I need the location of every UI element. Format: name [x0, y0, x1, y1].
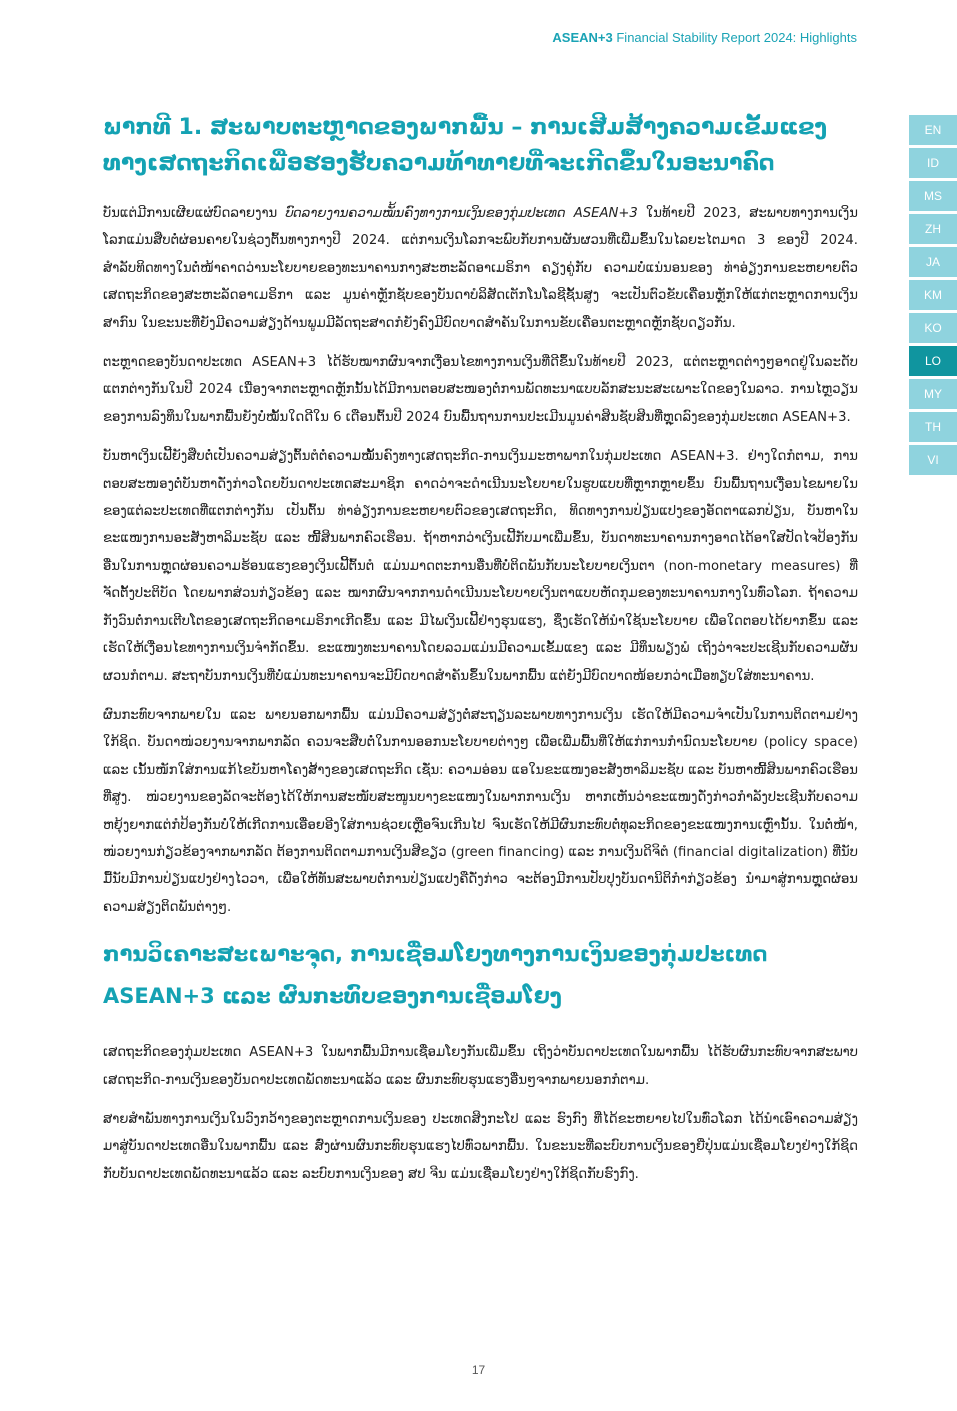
main-content [103, 110, 858, 1200]
page-number: 17 [471, 1363, 486, 1377]
header-prefix: ASEAN+3 [552, 30, 613, 45]
header-title: Financial Stability Report 2024: Highlights [616, 30, 857, 45]
lang-tab-my[interactable]: MY [909, 379, 957, 409]
lang-tab-zh[interactable]: ZH [909, 214, 957, 244]
section-2-paragraph-1: ເສດຖະກິດຂອງກຸ່ມປະເທດ ASEAN+3 ໃນພາກພື້ນມີການເຊື່ອມໂຍງກັນເພີ່ມຂຶ້ນ ເຖິງວ່າບັນດາປະເທດໃນພາກພື້ນ ໄດ້ຮັບຜົນກະທົບຈາກສະພາບເສດຖະກິດ-ການເງິນຂອງບັນດາປະເທດພັດທະນາແລ້ວ ແລະ ຜົນກະທົບຮຸນແຮງອື່ນໆຈາກພາຍນອກກໍຕາມ. [103, 1045, 858, 1088]
lang-tab-km[interactable]: KM [909, 280, 957, 310]
lang-tab-ms[interactable]: MS [909, 181, 957, 211]
lang-tab-en[interactable]: EN [909, 115, 957, 145]
section-1-title: ພາກທີ 1. ສະພາບຕະຫຼາດຂອງພາກພື້ນ – ການເສີມສ້າງຄວາມເຂັ້ມແຂງທາງເສດຖະກິດເພື່ອຮອງຮັບຄວາມທ້າທາຍທີ່ຈະເກີດຂຶ້ນໃນອະນາຄົດ [103, 115, 828, 176]
section-1-paragraph-4: ຜົນກະທົບຈາກພາຍໃນ ແລະ ພາຍນອກພາກພື້ນ ແມ່ນມີຄວາມສ່ຽງຕໍ່ສະຖຽນລະພາບທາງການເງິນ ເຮັດໃຫ້ມີຄວາມຈຳເປັນໃນການຕິດຕາມຢ່າງໃກ້ຊິດ. ບັນດາໜ່ວຍງານຈາກພາກລັດ ຄວນຈະສືບຕໍ່ໃນການອອກນະໂຍບາຍຕ່າງໆ ເພື່ອເພີ່ມພື້ນທີ່ໃຫ້ແກ່ການກຳນົດນະໂຍບາຍ (policy space) ແລະ ເນັ້ນໜັກໃສ່ການແກ້ໄຂບັນຫາໂຄງສ້າງຂອງເສດຖະກິດ ເຊັ່ນ: ຄວາມອ່ອນ ແອໃນຂະແໜງອະສັງຫາລິມະຊັບ ແລະ ບັນຫາໜີ້ສິນພາກຄົວເຮືອນທີ່ສູງ. ໜ່ວຍງານຂອງລັດຈະຕ້ອງໄດ້ໃຫ້ການສະໜັບສະໜູນບາງຂະແໜງໃນພາກການເງິນ ຫາກເຫັນວ່າຂະແໜງດັ່ງກ່າວກຳລັງປະເຊີນກັບຄວາມຫຍຸ້ງຍາກແຕ່ກໍປ້ອງກັນບໍ່ໃຫ້ເກີດການເອື່ອຍອີງໃສ່ການຊ່ວຍເຫຼືອຈົນເກີນໄປ ຈົນເຮັດໃຫ້ມີຜົນກະທົບຕໍ່ທຸລະກິດຂອງຂະແໜງການເຫຼົ່ານັ້ນ. ໃນຕໍ່ໜ້າ, ໜ່ວຍງານກ່ຽວຂ້ອງຈາກພາກລັດ ຕ້ອງການຕິດຕາມການເງິນສີຂຽວ (green financing) ແລະ ການເງິນດິຈິຕໍ (financial digitalization) ທີ່ນັບມື້ນັບມີການປ່ຽນແປງຢ່າງໄວວາ, ເພື່ອໃຫ້ທັນສະພາບຕໍ່ການປ່ຽນແປງຄືດັ່ງກ່າວ ຈະຕ້ອງມີການປັບປຸງບັນດານິຕິກຳກ່ຽວຂ້ອງ ນຳມາສູ່ການຫຼຸດຜ່ອນຄວາມສ່ຽງຕິດພັນຕ່າງໆ. [103, 707, 858, 915]
report-title-italic: ບົດລາຍງານຄວາມໝັ້ນຄົງທາງການເງິນຂອງກຸ່ມປະເທດ ASEAN+3 [285, 206, 638, 221]
section-1-paragraph-2: ຕະຫຼາດຂອງບັນດາປະເທດ ASEAN+3 ໄດ້ຮັບໝາກຜົນຈາກເງື່ອນໄຂທາງການເງິນທີ່ດີຂຶ້ນໃນທ້າຍປີ 2023, ແຕ່ຕະຫຼາດຕ່າງໆອາດຢູ່ໃນລະດັບແຕກຕ່າງກັນໃນປີ 2024 ເນື່ອງຈາກຕະຫຼາດຫຼັກນັ້ນໄດ້ມີການຕອບສະໜອງຕໍ່ການພັດທະນາແບບລັກສະນະສະເພາະໃດຂອງໃນລາວ. ການໄຫຼວຽນຂອງການລົງທຶນໃນພາກພື້ນຍັງບໍ່ໝັ້ນໃດດີໃນ 6 ເດືອນຕົ້ນປີ 2024 ບົນພື້ນຖານການປະເມີນມູນຄ່າສິນຊັບສິນທີ່ຫຼຸດລົງຂອງກຸ່ມປະເທດ ASEAN+3. [103, 355, 858, 425]
lang-tab-th[interactable]: TH [909, 412, 957, 442]
section-1-paragraph-3: ບັນຫາເງິນເຟີ້ຍັງສືບຕໍ່ເປັນຄວາມສ່ຽງຕົ້ນຕໍຕໍ່ຄວາມໝັ້ນຄົງທາງເສດຖະກິດ-ການເງິນມະຫາພາກໃນກຸ່ມປະເທດ ASEAN+3. ຢ່າງໃດກໍຕາມ, ການຕອບສະໜອງຕໍ່ບັນຫາດັ່ງກ່າວໂດຍບັນດາປະເທດສະມາຊິກ ຄາດວ່າຈະດຳເນີນນະໂຍບາຍໃນຮູບແບບທີ່ຫຼາກຫຼາຍຂຶ້ນ ບົນພື້ນຖານເງື່ອນໄຂພາຍໃນຂອງແຕ່ລະປະເທດທີ່ແຕກຕ່າງກັນ ເປັນຕົ້ນ ທ່າອ່ຽງການຂະຫຍາຍຕົວຂອງເສດຖະກິດ, ທິດທາງການປ່ຽນແປງຂອງອັດຕາແລກປ່ຽນ, ບັນຫາໃນຂະແໜງການອະສັງຫາລິມະຊັບ ແລະ ໜີ້ສິນພາກຄົວເຮືອນ. ຖ້າຫາກວ່າເງິນເຟີ້ກັບມາເພີ່ມຂຶ້ນ, ບັນດາທະນາຄານກາງອາດໄດ້ອາໃສປັດໄຈປ້ອງກັນອື່ນໃນການຫຼຸດຜ່ອນຄວາມຮ້ອນແຮງຂອງເງິນເຟີ້ຕົ້ນຕໍ ແມ່ນມາດຕະການອື່ນທີ່ບໍ່ຕິດພັນກັບນະໂຍບາຍເງິນຕາ (non-monetary measures) ທີ່ຈັດຕັ້ງປະຕິບັດ ໂດຍພາກສ່ວນກ່ຽວຂ້ອງ ແລະ ໝາກຜົນຈາກການດຳເນີນນະໂຍບາຍເງິນຕາແບບຫັດກຸມຂອງທະນາຄານກາງໃນທົ່ວໂລກ. ຖ້າຄວາມກັງວົນຕໍ່ການເຕີບໂຕຂອງເສດຖະກິດອາເມຣິກາເກີດຂຶ້ນ ແລະ ມີໄພເງິນເຟີ້ຢ່າງຮຸນແຮງ, ຊຶ່ງເຮັດໃຫ້ນຳໃຊ້ນະໂຍບາຍ ເພື່ອໃດຕອບໄດ້ຍາກຂຶ້ນ ແລະ ເຮັດໃຫ້ເງື່ອນໄຂທາງການເງິນຈຳກັດຂຶ້ນ. ຂະແໜງທະນາຄານໂດຍລວມແມ່ນມີຄວາມເຂັ້ມແຂງ ແລະ ມີທຶນພຽງພໍ ເຖິງວ່າຈະປະເຊີນກັບຄວາມຜັນຜວນກໍຕາມ. ສະຖາບັນການເງິນທີ່ບໍ່ແມ່ນທະນາຄານຈະມີບົດບາດສຳຄັນຂຶ້ນໃນພາກພື້ນ ແຕ່ຍັງມີບົດບາດໜ້ອຍກວ່າເມື່ອທຽບໃສ່ທະນາຄານ. [103, 449, 858, 684]
section-2-paragraph-2: ສາຍສຳພັນທາງການເງິນໃນວົງກວ້າງຂອງຕະຫຼາດການເງິນຂອງ ປະເທດສິງກະໂປ ແລະ ຮົງກົງ ທີ່ໄດ້ຂະຫຍາຍໄປໃນທົ່ວໂລກ ໄດ້ນຳເອົາຄວາມສ່ຽງມາສູ່ບັນດາປະເທດອື່ນໃນພາກພື້ນ ແລະ ສົ່ງຜ່ານຜົນກະທົບຮຸນແຮງໄປທົ່ວພາກພື້ນ. ໃນຂະນະທີ່ລະບົບການເງິນຂອງຍີ່ປຸ່ນແມ່ນເຊື່ອມໂຍງຢ່າງໃກ້ຊິດກັບບັນດາປະເທດພັດທະນາແລ້ວ ແລະ ລະບົບການເງິນຂອງ ສປ ຈີນ ແມ່ນເຊື່ອມໂຍງຢ່າງໃກ້ຊິດກັບຮົງກົງ. [103, 1111, 858, 1182]
running-header [552, 30, 857, 45]
lang-tab-ja[interactable]: JA [909, 247, 957, 277]
language-tabs [909, 115, 957, 478]
lang-tab-ko[interactable]: KO [909, 313, 957, 343]
lang-tab-lo[interactable]: LO [909, 346, 957, 376]
section-1-paragraph-1 [103, 200, 858, 337]
paragraph-text: ບັນແຕ່ມີການເຜີຍແຜ່ບົດລາຍງານ [103, 206, 286, 221]
section-2-title: ການວິເຄາະສະເພາະຈຸດ, ການເຊື່ອມໂຍງທາງການເງິນຂອງກຸ່ມປະເທດ ASEAN+3 ແລະ ຜົນກະທົບຂອງການເຊື່ອມໂຍງ [103, 942, 768, 1009]
paragraph-text: ໃນທ້າຍປີ 2023, ສະພາບທາງການເງິນໂລກແມ່ນສືບຕໍ່ຜ່ອນຄາຍໃນຊ່ວງຕົ້ນທາງກາງປີ 2024. ແຕ່ການເງິນໂລກຈະພົບກັບການຜັນຜວນທີ່ເພີ່ມຂຶ້ນໃນໄລຍະໄຕມາດ 3 ຂອງປີ 2024. ສຳລັບທິດທາງໃນຕໍ່ໜ້າຄາດວ່ານະໂຍບາຍຂອງທະນາຄານກາງສະຫະລັດອາເມຣິກາ ຄຽງຄູ່ກັບ ຄວາມບໍ່ແນ່ນອນຂອງ ທ່າອ່ຽງການຂະຫຍາຍຕົວເສດຖະກິດຂອງສະຫະລັດອາເມຣິກາ ແລະ ມູນຄ່າຫຼັກຊັບຂອງບັນດາບໍລິສັດເຕັກໂນໂລຊີຊັ້ນສູງ ຈະເປັນຕົວຂັບເຄື່ອນຫຼັກໃຫ້ແກ່ຕະຫຼາດການເງິນສາກົນ ໃນຂະນະທີ່ຍັງມີຄວາມສ່ຽງດ້ານພູມມີລັດຖະສາດກໍຍັງຄົງມີບົດບາດສຳຄັນໃນການຂັບເຄື່ອນຕະຫຼາດຫຼັກຊັບດຽວກັນ. [103, 206, 858, 331]
lang-tab-vi[interactable]: VI [909, 445, 957, 475]
lang-tab-id[interactable]: ID [909, 148, 957, 178]
